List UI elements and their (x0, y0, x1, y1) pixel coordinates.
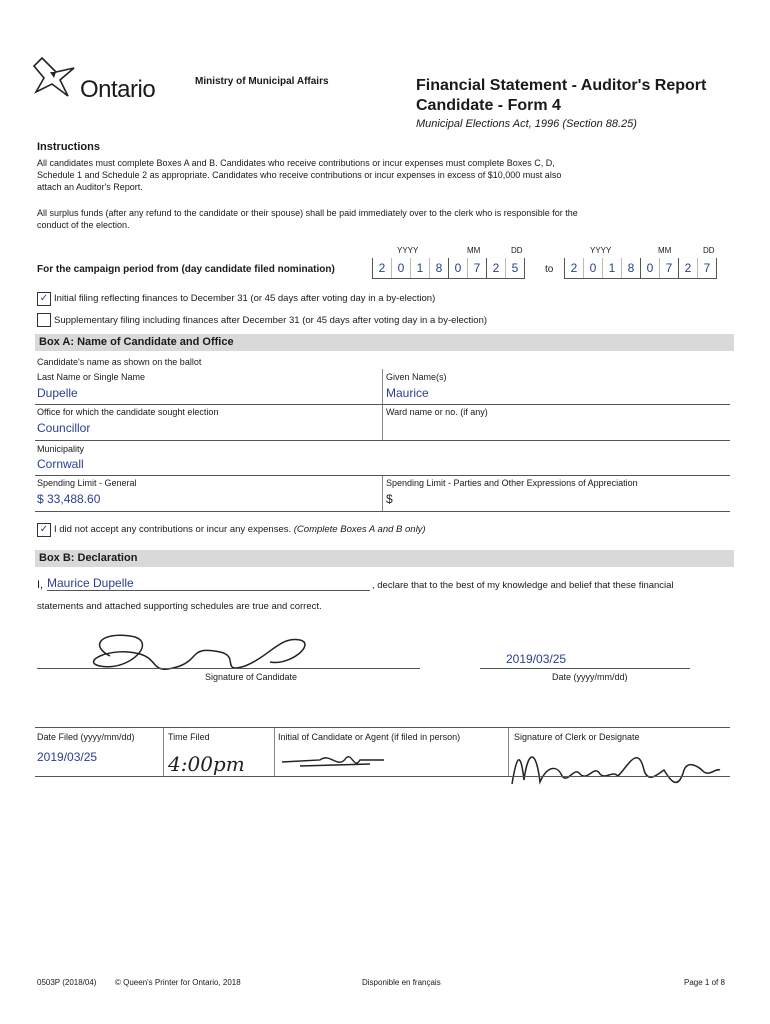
clerk-signature-label: Signature of Clerk or Designate (514, 732, 640, 742)
spending-limit-general-label: Spending Limit - General (37, 478, 137, 488)
municipality-label: Municipality (37, 444, 85, 454)
instr-line: Schedule 1 and Schedule 2 as appropriate. Candidates who receive contributions or incur expenses in excess of $10,000 must also (37, 170, 562, 180)
to-word: to (545, 264, 554, 275)
to-digit: 7 (660, 258, 679, 278)
page-number: Page 1 of 8 (684, 978, 725, 987)
clerk-signature-icon (508, 740, 723, 798)
from-mm-label: MM (467, 246, 481, 255)
given-name-field[interactable]: Maurice (386, 386, 429, 400)
instr-line: conduct of the election. (37, 220, 130, 230)
from-digit: 2 (373, 258, 392, 278)
to-date-field[interactable] (564, 258, 717, 279)
municipality-field[interactable]: Cornwall (37, 457, 84, 471)
filing-divider (163, 728, 164, 776)
no-contributions-checkbox[interactable]: ✓ (37, 523, 51, 537)
to-dd-label: DD (703, 246, 715, 255)
ontario-logo-text: Ontario (80, 76, 156, 103)
form-title-line2: Candidate - Form 4 (416, 97, 561, 114)
time-filed-label: Time Filed (168, 732, 210, 742)
from-digit: 0 (392, 258, 411, 278)
box-a-divider (382, 369, 383, 441)
to-digit: 7 (698, 258, 717, 278)
from-yyyy-label: YYYY (397, 246, 419, 255)
signature-of-candidate-label: Signature of Candidate (205, 672, 298, 682)
supplementary-filing-checkbox[interactable] (37, 313, 51, 327)
last-name-field[interactable]: Dupelle (37, 386, 78, 400)
box-a-header: Box A: Name of Candidate and Office (35, 334, 734, 351)
form-title-line1: Financial Statement - Auditor's Report (416, 77, 707, 94)
to-digit: 2 (565, 258, 584, 278)
time-filed-field[interactable]: 4:00pm (168, 752, 245, 776)
no-contributions-note: (Complete Boxes A and B only) (293, 524, 426, 535)
act-reference: Municipal Elections Act, 1996 (Section 88.25) (416, 118, 637, 130)
given-name-label: Given Name(s) (386, 372, 447, 382)
supplementary-filing-label: Supplementary filing including finances after December 31 (or 45 days after voting day in a by-election) (54, 315, 488, 326)
instr-line: All candidates must complete Boxes A and B. Candidates who receive contributions or incur expenses must complete Boxes C, D, (37, 158, 555, 168)
instructions-paragraph-2 (37, 207, 737, 231)
signature-line (37, 668, 420, 669)
from-digit: 5 (506, 258, 525, 278)
french-availability: Disponible en français (362, 978, 441, 987)
initial-filing-checkbox[interactable]: ✓ (37, 292, 51, 306)
to-mm-label: MM (658, 246, 672, 255)
declaration-date-field[interactable]: 2019/03/25 (506, 652, 567, 666)
date-filed-field[interactable]: 2019/03/25 (37, 750, 98, 764)
ballot-name-note: Candidate's name as shown on the ballot (37, 357, 202, 367)
date-filed-label: Date Filed (yyyy/mm/dd) (37, 732, 135, 742)
box-b-header: Box B: Declaration (35, 550, 734, 567)
filing-divider (274, 728, 275, 776)
spending-limit-general-field[interactable]: $ 33,488.60 (37, 492, 101, 506)
form-code: 0503P (2018/04) (37, 978, 97, 987)
ministry-name: Ministry of Municipal Affairs (195, 76, 329, 87)
initial-filing-label: Initial filing reflecting finances to December 31 (or 45 days after voting day in a by-election) (54, 293, 436, 304)
row-divider (35, 440, 730, 441)
to-digit: 0 (584, 258, 603, 278)
no-contributions-statement (54, 524, 426, 535)
declaration-text: , declare that to the best of my knowledge and belief that these financial (372, 580, 674, 591)
to-digit: 2 (679, 258, 698, 278)
campaign-period-label: For the campaign period from (day candidate filed nomination) (37, 264, 335, 275)
from-digit: 1 (411, 258, 430, 278)
to-digit: 0 (641, 258, 660, 278)
filing-bottom-rule (35, 776, 730, 777)
from-digit: 2 (487, 258, 506, 278)
from-digit: 0 (449, 258, 468, 278)
filing-top-rule (35, 727, 730, 728)
from-digit: 8 (430, 258, 449, 278)
instructions-heading: Instructions (37, 141, 100, 153)
declaration-date-label: Date (yyyy/mm/dd) (552, 672, 628, 682)
declaration-text-2: statements and attached supporting schedules are true and correct. (37, 601, 322, 612)
instructions-paragraph-1 (37, 157, 737, 193)
to-digit: 1 (603, 258, 622, 278)
from-digit: 7 (468, 258, 487, 278)
from-date-field[interactable] (372, 258, 525, 279)
declaration-i-prefix: I, (37, 579, 44, 591)
to-yyyy-label: YYYY (590, 246, 612, 255)
box-a-divider (382, 476, 383, 512)
initial-label: Initial of Candidate or Agent (if filed in person) (278, 732, 461, 742)
office-label: Office for which the candidate sought election (37, 407, 219, 417)
date-line (480, 668, 690, 669)
last-name-label: Last Name or Single Name (37, 372, 146, 382)
instr-line: attach an Auditor's Report. (37, 182, 143, 192)
row-divider (35, 404, 730, 405)
from-dd-label: DD (511, 246, 523, 255)
spending-limit-parties-field[interactable]: $ (386, 492, 393, 506)
office-field[interactable]: Councillor (37, 421, 91, 435)
spending-limit-parties-label: Spending Limit - Parties and Other Expressions of Appreciation (386, 478, 638, 488)
row-divider (35, 511, 730, 512)
form-title (416, 76, 706, 116)
ontario-trillium-icon (30, 52, 80, 100)
instr-line: All surplus funds (after any refund to the candidate or their spouse) shall be paid immediately over to the clerk who is responsible for the (37, 208, 578, 218)
ward-label: Ward name or no. (if any) (386, 407, 488, 417)
no-contributions-label: I did not accept any contributions or incur any expenses. (54, 524, 292, 535)
declarant-name-field[interactable]: Maurice Dupelle (47, 576, 370, 591)
agent-initial-icon (280, 748, 390, 774)
copyright: © Queen's Printer for Ontario, 2018 (115, 978, 241, 987)
to-digit: 8 (622, 258, 641, 278)
